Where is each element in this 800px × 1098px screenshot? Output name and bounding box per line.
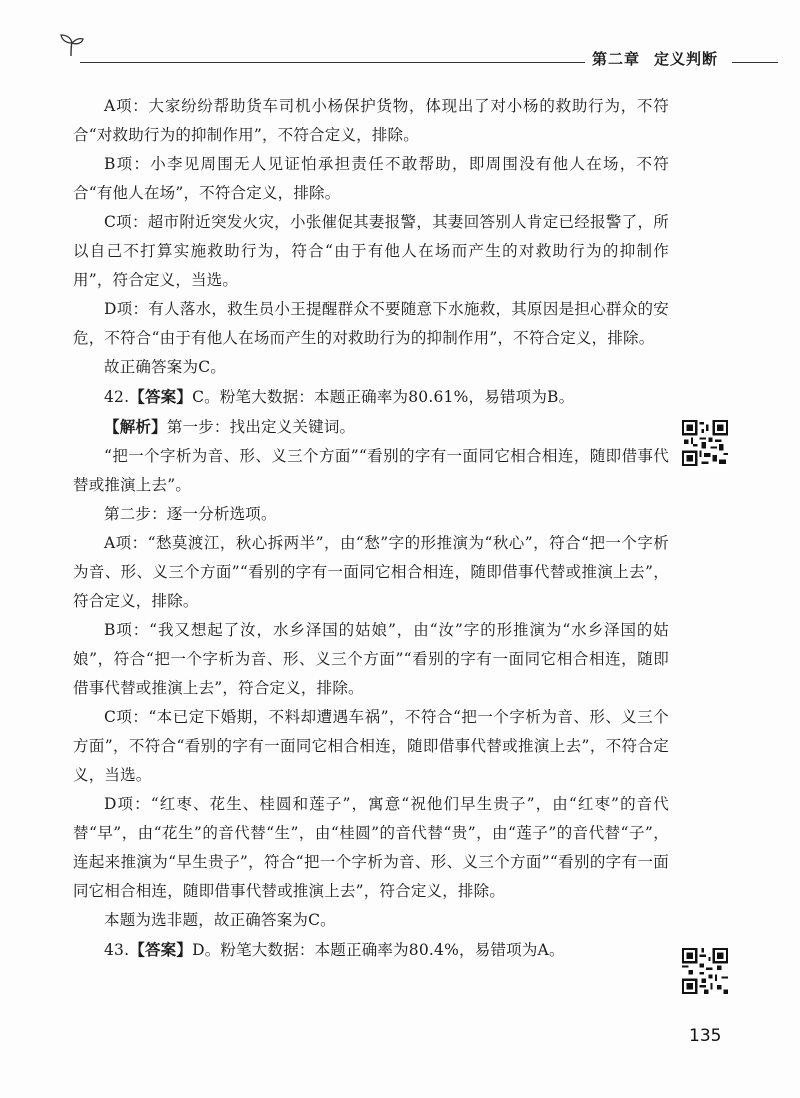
analysis-label: 【解析】	[104, 417, 167, 436]
paragraph-text: C项：超市附近突发火灾，小张催促其妻报警，其妻回答别人肯定已经报警了，所以自己不打算实施救助行为，符合“由于有他人在场而产生的对救助行为的抑制作用”，符合定义，当选。	[73, 213, 669, 289]
paragraph-text: “把一个字析为音、形、义三个方面”“看别的字有一面同它相合相连，随即借事代替或推演上去”。	[73, 447, 669, 494]
page-number: 135	[689, 1026, 722, 1046]
paragraph-text: C项：“本已定下婚期，不料却遭遇车祸”，不符合“把一个字析为音、形、义三个方面”，不符合“看别的字有一面同它相合相连，随即借事代替或推演上去”，不符合定义，当选。	[73, 708, 669, 784]
paragraph	[73, 150, 669, 208]
paragraph-text: 第一步：找出定义关键词。	[166, 418, 356, 436]
paragraph-text: B项：“我又想起了汝，水乡泽国的姑娘”，由“汝”字的形推演为“水乡泽国的姑娘”，符合“把一个字析为音、形、义三个方面”“看别的字有一面同它相合相连，随即借事代替或推演上去”，符合定义，排除。	[73, 621, 669, 697]
chapter-heading	[592, 48, 718, 69]
page-body	[73, 92, 669, 965]
paragraph	[73, 529, 669, 616]
paragraph	[73, 906, 669, 935]
paragraph	[73, 208, 669, 295]
paragraph	[73, 500, 669, 529]
qr-code-icon[interactable]	[682, 948, 728, 994]
qr-code-icon[interactable]	[682, 420, 728, 466]
paragraph	[73, 616, 669, 703]
question-number: 43.	[104, 941, 130, 959]
paragraph	[73, 703, 669, 790]
paragraph	[73, 790, 669, 906]
header-rule-left	[80, 62, 585, 63]
question-number: 42.	[104, 388, 130, 406]
answer-42	[73, 382, 669, 412]
paragraph-text: C。粉笔大数据：本题正确率为80.61%，易错项为B。	[192, 388, 575, 406]
paragraph	[73, 92, 669, 150]
answer-label: 【答案】	[129, 387, 193, 406]
paragraph-text: A项：大家纷纷帮助货车司机小杨保护货物，体现出了对小杨的救助行为，不符合“对救助行为的抑制作用”，不符合定义，排除。	[73, 97, 669, 144]
paragraph-text: 第二步：逐一分析选项。	[104, 505, 277, 523]
paragraph	[73, 442, 669, 500]
paragraph-text: D。粉笔大数据：本题正确率为80.4%，易错项为A。	[192, 941, 565, 959]
paragraph-text: 故正确答案为C。	[104, 358, 226, 376]
answer-43	[73, 935, 669, 965]
paragraph-text: D项：“红枣、花生、桂圆和莲子”，寓意“祝他们早生贵子”，由“红枣”的音代替“早”，由“花生”的音代替“生”，由“桂圆”的音代替“贵”，由“莲子”的音代替“子”，连起来推演为“早生贵子”，符合“把一个字析为音、形、义三个方面”“看别的字有一面同它相合相连，随即借事代替或推演上去”，符合定义，排除。	[73, 795, 669, 900]
header-rule-right	[732, 62, 778, 63]
paragraph-text: 本题为选非题，故正确答案为C。	[104, 911, 336, 929]
paragraph-text: B项：小李见周围无人见证怕承担责任不敢帮助，即周围没有他人在场，不符合“有他人在场”，不符合定义，排除。	[73, 155, 669, 202]
paragraph-text: A项：“愁莫渡江，秋心拆两半”，由“愁”字的形推演为“秋心”，符合“把一个字析为音、形、义三个方面”“看别的字有一面同它相合相连，随即借事代替或推演上去”，符合定义，排除。	[73, 534, 669, 610]
chapter-number: 第二章	[592, 50, 641, 68]
answer-label: 【答案】	[129, 940, 193, 959]
paragraph	[73, 295, 669, 353]
paragraph-text: D项：有人落水，救生员小王提醒群众不要随意下水施救，其原因是担心群众的安危，不符合“由于有他人在场而产生的对救助行为的抑制作用”，不符合定义，排除。	[73, 300, 669, 347]
sprout-icon	[58, 32, 84, 58]
analysis-42	[73, 412, 669, 442]
paragraph	[73, 353, 669, 382]
chapter-title: 定义判断	[654, 50, 719, 68]
